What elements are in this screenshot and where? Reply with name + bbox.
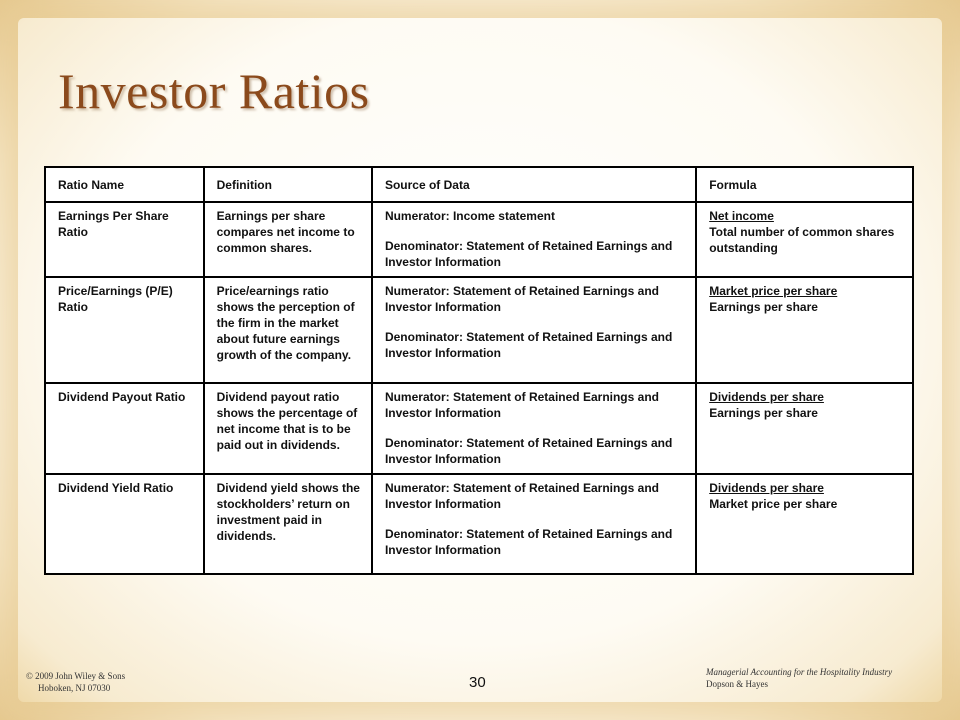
ratio-name-cell: Earnings Per Share Ratio	[45, 202, 204, 277]
investor-ratios-table	[44, 166, 914, 575]
table-row	[45, 277, 913, 383]
formula-cell	[696, 202, 913, 277]
ratio-name-cell: Dividend Payout Ratio	[45, 383, 204, 474]
definition-cell: Dividend payout ratio shows the percentage of net income that is to be paid out in dividends.	[204, 383, 372, 474]
formula-denominator: Earnings per share	[709, 300, 818, 314]
source-cell	[372, 383, 696, 474]
copyright-line: © 2009 John Wiley & Sons	[26, 671, 126, 681]
formula-denominator: Market price per share	[709, 497, 838, 511]
book-title: Managerial Accounting for the Hospitality Industry	[706, 667, 893, 677]
copyright-address: Hoboken, NJ 07030	[38, 683, 111, 693]
formula-numerator: Dividends per share	[709, 390, 824, 404]
table-header-row	[45, 167, 913, 202]
page-number: 30	[469, 674, 486, 691]
formula-cell	[696, 277, 913, 383]
header-source-of-data: Source of Data	[372, 167, 696, 202]
source-denominator: Denominator: Statement of Retained Earnings and Investor Information	[384, 330, 673, 360]
formula-denominator: Earnings per share	[709, 406, 818, 420]
definition-cell: Price/earnings ratio shows the perception of the firm in the market about future earnings growth of the company.	[204, 277, 372, 383]
source-numerator: Numerator: Statement of Retained Earnings and Investor Information	[384, 390, 659, 420]
formula-numerator: Market price per share	[709, 284, 838, 298]
source-cell	[372, 202, 696, 277]
formula-denominator: Total number of common shares outstanding	[709, 225, 895, 255]
ratio-name-cell: Price/Earnings (P/E) Ratio	[45, 277, 204, 383]
source-numerator: Numerator: Statement of Retained Earnings and Investor Information	[384, 481, 659, 511]
formula-cell	[696, 383, 913, 474]
source-denominator: Denominator: Statement of Retained Earnings and Investor Information	[384, 527, 673, 557]
source-denominator: Denominator: Statement of Retained Earnings and Investor Information	[384, 436, 673, 466]
table-row	[45, 383, 913, 474]
header-ratio-name: Ratio Name	[45, 167, 204, 202]
header-definition: Definition	[204, 167, 372, 202]
ratio-name-cell: Dividend Yield Ratio	[45, 474, 204, 574]
book-authors: Dopson & Hayes	[706, 679, 768, 689]
definition-cell: Earnings per share compares net income to common shares.	[204, 202, 372, 277]
source-cell	[372, 277, 696, 383]
table-row	[45, 474, 913, 574]
formula-numerator: Dividends per share	[709, 481, 824, 495]
source-numerator: Numerator: Income statement	[384, 209, 555, 223]
footer-book-info	[706, 666, 892, 690]
formula-cell	[696, 474, 913, 574]
formula-numerator: Net income	[709, 209, 774, 223]
source-denominator: Denominator: Statement of Retained Earnings and Investor Information	[384, 239, 673, 269]
definition-cell: Dividend yield shows the stockholders’ return on investment paid in dividends.	[204, 474, 372, 574]
source-cell	[372, 474, 696, 574]
slide-title: Investor Ratios	[58, 63, 370, 119]
table-row	[45, 202, 913, 277]
header-formula: Formula	[696, 167, 913, 202]
source-numerator: Numerator: Statement of Retained Earnings and Investor Information	[384, 284, 659, 314]
footer-copyright	[26, 670, 125, 694]
